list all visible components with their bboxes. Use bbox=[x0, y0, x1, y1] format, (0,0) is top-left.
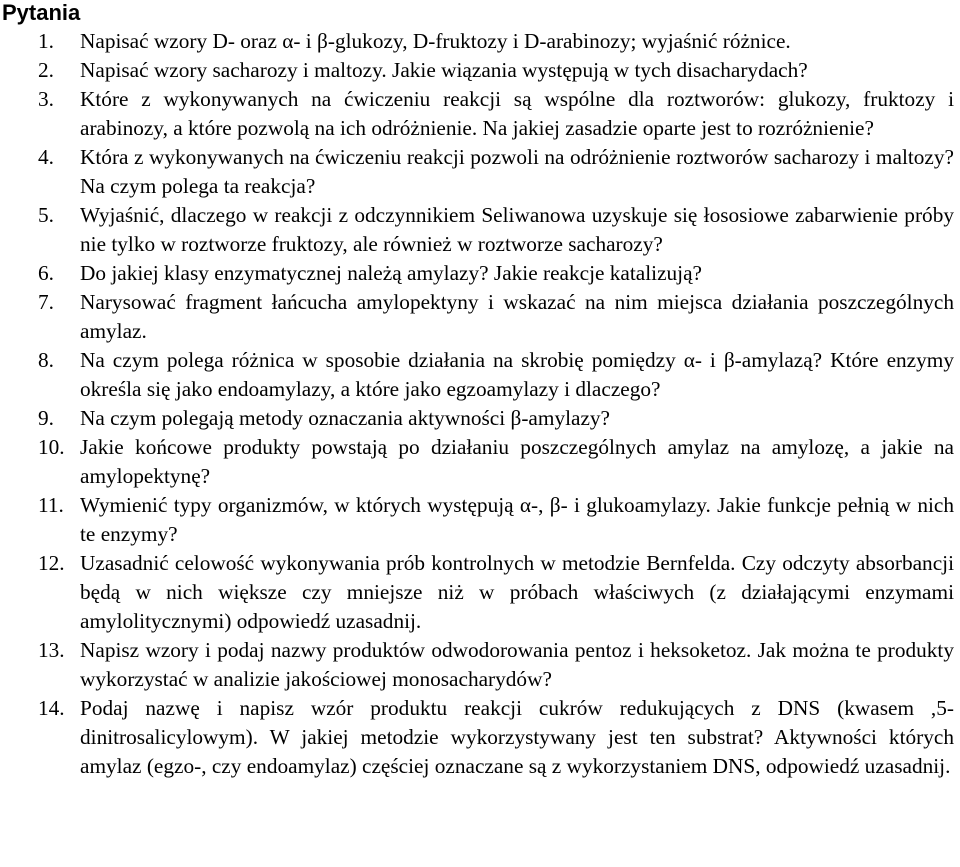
question-item bbox=[2, 259, 954, 288]
question-list bbox=[2, 27, 954, 781]
question-item bbox=[2, 288, 954, 346]
question-number: 6. bbox=[38, 261, 54, 285]
page-title: Pytania bbox=[2, 0, 81, 25]
question-number: 14. bbox=[38, 696, 65, 720]
question-text: Wymienić typy organizmów, w których występują α-, β- i glukoamylazy. Jakie funkcje pełnią w nich te enzymy? bbox=[80, 493, 954, 546]
question-number: 7. bbox=[38, 290, 54, 314]
question-number: 3. bbox=[38, 87, 54, 111]
question-text: Która z wykonywanych na ćwiczeniu reakcji pozwoli na odróżnienie roztworów sacharozy i maltozy? Na czym polega ta reakcja? bbox=[80, 145, 954, 198]
question-item bbox=[2, 404, 954, 433]
question-text: Narysować fragment łańcucha amylopektyny i wskazać na nim miejsca działania poszczególnych amylaz. bbox=[80, 290, 954, 343]
question-text: Napisz wzory i podaj nazwy produktów odwodorowania pentoz i heksoketoz. Jak można te produkty wykorzystać w analizie jakościowej monosacharydów? bbox=[80, 638, 954, 691]
question-number: 13. bbox=[38, 638, 65, 662]
question-item bbox=[2, 85, 954, 143]
question-item bbox=[2, 694, 954, 781]
question-number: 8. bbox=[38, 348, 54, 372]
question-text: Uzasadnić celowość wykonywania prób kontrolnych w metodzie Bernfelda. Czy odczyty absorbancji będą w nich większe czy mniejsze niż w próbach właściwych (z działającymi enzymami amylolitycznymi) odpowiedź uzasadnij. bbox=[80, 551, 954, 633]
question-number: 4. bbox=[38, 145, 54, 169]
question-item bbox=[2, 636, 954, 694]
question-item bbox=[2, 346, 954, 404]
question-number: 9. bbox=[38, 406, 54, 430]
question-number: 10. bbox=[38, 435, 65, 459]
question-text: Jakie końcowe produkty powstają po działaniu poszczególnych amylaz na amylozę, a jakie na amylopektynę? bbox=[80, 435, 954, 488]
question-text: Napisać wzory D- oraz α- i β-glukozy, D-fruktozy i D-arabinozy; wyjaśnić różnice. bbox=[80, 29, 791, 53]
question-number: 11. bbox=[38, 493, 64, 517]
question-item bbox=[2, 491, 954, 549]
question-text: Które z wykonywanych na ćwiczeniu reakcji są wspólne dla roztworów: glukozy, fruktozy i arabinozy, a które pozwolą na ich odróżnienie. Na jakiej zasadzie oparte jest to rozróżnienie? bbox=[80, 87, 954, 140]
question-text: Wyjaśnić, dlaczego w reakcji z odczynnikiem Seliwanowa uzyskuje się łososiowe zabarwienie próby nie tylko w roztworze fruktozy, ale również w roztworze sacharozy? bbox=[80, 203, 954, 256]
question-item bbox=[2, 56, 954, 85]
question-item bbox=[2, 549, 954, 636]
question-text: Na czym polega różnica w sposobie działania na skrobię pomiędzy α- i β-amylazą? Które enzymy określa się jako endoamylazy, a które jako egzoamylazy i dlaczego? bbox=[80, 348, 954, 401]
question-number: 2. bbox=[38, 58, 54, 82]
question-text: Do jakiej klasy enzymatycznej należą amylazy? Jakie reakcje katalizują? bbox=[80, 261, 703, 285]
question-number: 1. bbox=[38, 29, 54, 53]
question-item bbox=[2, 433, 954, 491]
question-item bbox=[2, 143, 954, 201]
question-text: Napisać wzory sacharozy i maltozy. Jakie wiązania występują w tych disacharydach? bbox=[80, 58, 808, 82]
question-text: Podaj nazwę i napisz wzór produktu reakcji cukrów redukujących z DNS (kwasem ,5-dinitrosalicylowym). W jakiej metodzie wykorzystywany jest ten substrat? Aktywności których amylaz (egzo-, czy endoamylaz) częściej oznaczane są z wykorzystaniem DNS, odpowiedź uzasadnij. bbox=[80, 696, 954, 778]
question-item bbox=[2, 201, 954, 259]
question-number: 12. bbox=[38, 551, 65, 575]
question-text: Na czym polegają metody oznaczania aktywności β-amylazy? bbox=[80, 406, 611, 430]
question-number: 5. bbox=[38, 203, 54, 227]
question-item bbox=[2, 27, 954, 56]
